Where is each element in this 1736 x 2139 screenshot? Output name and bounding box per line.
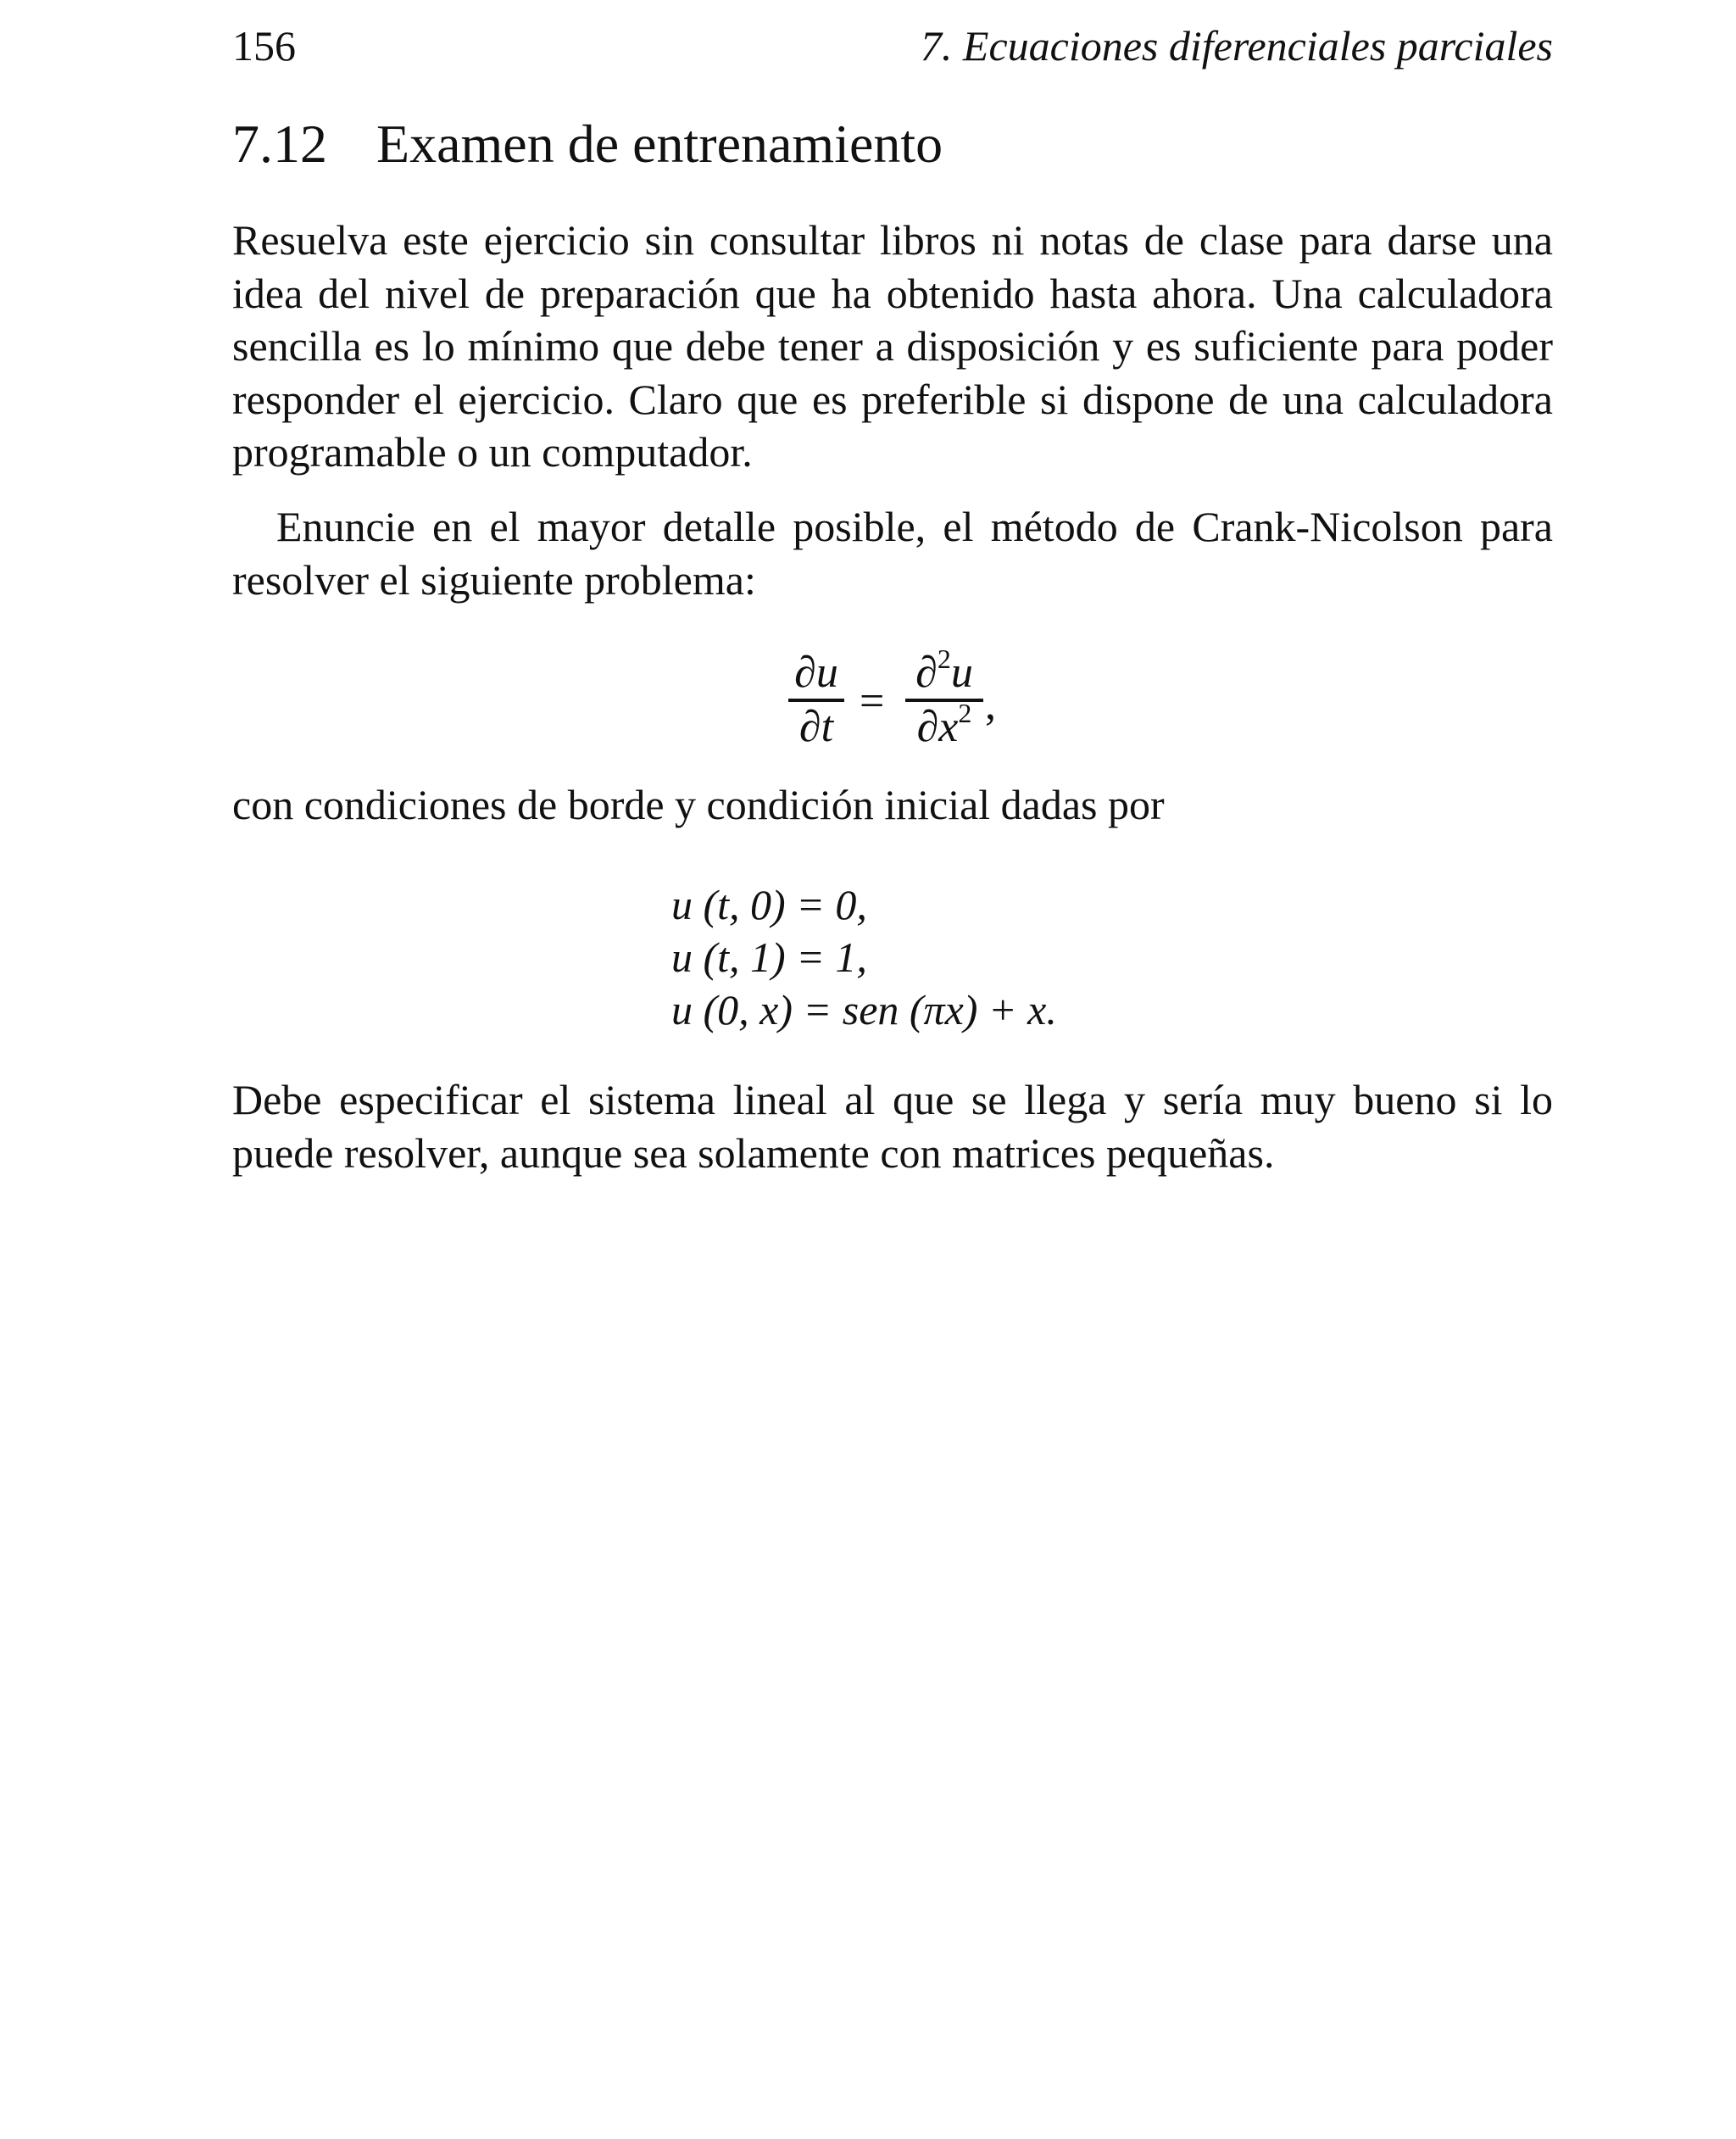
intro-paragraph: Resuelva este ejercicio sin consultar libros ni notas de clase para darse una idea del nivel de preparación que ha obtenido hasta ahora. Una calculadora sencilla es lo mínimo que debe tener a disposición y es suficiente para poder responder el ejercicio. Claro que es preferible si dispone de una calculadora programable o un computador.: [232, 216, 1553, 476]
lhs-numerator: ∂u: [794, 649, 838, 697]
boundary-conditions: [671, 878, 1146, 1036]
page-header: [232, 20, 1553, 71]
page-number: 156: [232, 22, 296, 70]
boundary-condition-right: u (t, 1) = 1,: [671, 933, 867, 981]
rhs-numerator: ∂$^2$u: [915, 643, 973, 697]
rhs-fraction: [905, 643, 983, 753]
closing-paragraph: Debe especificar el sistema lineal al que se llega y sería muy bueno si lo puede resolver, aunque sea solamente con matrices pequeñas.: [232, 1076, 1553, 1177]
section-number: 7.12: [232, 114, 327, 174]
conditions-intro: con condiciones de borde y condición inicial dadas por: [232, 781, 1165, 828]
rhs-denominator: $\partial x^2$: [916, 698, 972, 751]
task-paragraph: Enuncie en el mayor detalle posible, el método de Crank-Nicolson para resolver el siguiente problema:: [232, 503, 1553, 604]
section-heading: [232, 110, 1553, 178]
equals-sign: =: [860, 677, 885, 726]
heat-equation: [788, 643, 1043, 758]
section-title: Examen de entrenamiento: [376, 114, 943, 174]
boundary-condition-left: u (t, 0) = 0,: [671, 881, 867, 928]
initial-condition: u (0, x) = sen (πx) + x.: [671, 986, 1057, 1033]
equation-comma: ,: [985, 681, 996, 729]
running-head: 7. Ecuaciones diferenciales parciales: [920, 22, 1553, 70]
lhs-denominator: ∂t: [798, 703, 834, 751]
lhs-fraction: [788, 648, 844, 753]
